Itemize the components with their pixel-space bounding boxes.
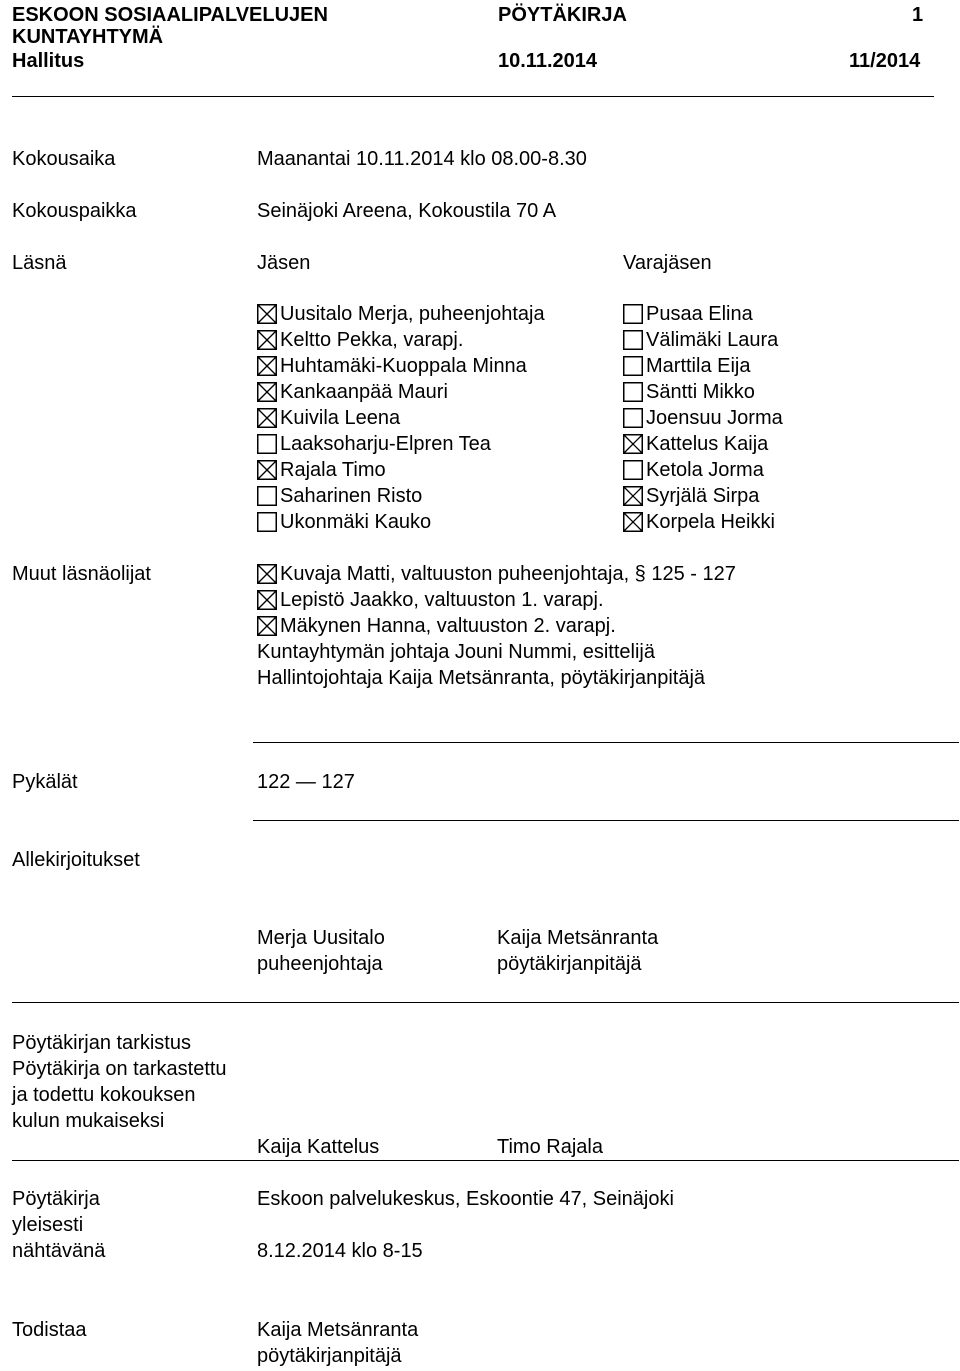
doc-type: PÖYTÄKIRJA [498, 4, 627, 26]
section-divider [12, 1002, 959, 1003]
reviewer1-name: Kaija Kattelus [257, 1136, 380, 1158]
deputy-row [623, 327, 778, 353]
public-label-line: yleisesti [12, 1214, 84, 1236]
public-time: 8.12.2014 klo 8-15 [257, 1240, 423, 1262]
deputy-row-label: Säntti Mikko [646, 381, 755, 403]
checked-checkbox-icon [257, 382, 277, 402]
signatures-label: Allekirjoitukset [12, 849, 140, 871]
member-row [257, 509, 431, 535]
deputy-row-label: Ketola Jorma [646, 459, 764, 481]
checked-checkbox-icon [257, 408, 277, 428]
meeting-date: 10.11.2014 [498, 50, 597, 72]
unchecked-checkbox-icon [257, 512, 277, 532]
review-label-line: Pöytäkirja on tarkastettu [12, 1058, 227, 1080]
member-row [257, 405, 400, 431]
deputy-row [623, 509, 775, 535]
section-divider [253, 820, 959, 821]
other-attendee-row-label: Mäkynen Hanna, valtuuston 2. varapj. [280, 615, 616, 637]
deputy-row [623, 379, 755, 405]
other-attendee-row [257, 561, 736, 587]
member-row-label: Saharinen Risto [280, 485, 423, 507]
checked-checkbox-icon [257, 460, 277, 480]
checked-checkbox-icon [623, 512, 643, 532]
signer1-name: Merja Uusitalo [257, 927, 385, 949]
deputy-row [623, 301, 753, 327]
deputy-row [623, 405, 783, 431]
public-label-line: nähtävänä [12, 1240, 106, 1262]
unchecked-checkbox-icon [623, 304, 643, 324]
deputy-row-label: Korpela Heikki [646, 511, 775, 533]
member-row [257, 431, 491, 457]
meeting-time-label: Kokousaika [12, 148, 116, 170]
review-label-line: Pöytäkirjan tarkistus [12, 1032, 191, 1054]
meeting-place-value: Seinäjoki Areena, Kokoustila 70 A [257, 200, 557, 222]
unchecked-checkbox-icon [623, 408, 643, 428]
org-name-line2: KUNTAYHTYMÄ [12, 26, 164, 48]
certify-name: Kaija Metsänranta [257, 1319, 419, 1341]
checked-checkbox-icon [257, 590, 277, 610]
review-label-line: kulun mukaiseksi [12, 1110, 165, 1132]
certify-role: pöytäkirjanpitäjä [257, 1345, 402, 1367]
deputy-column-header: Varajäsen [623, 252, 712, 274]
deputy-row [623, 353, 750, 379]
checked-checkbox-icon [257, 616, 277, 636]
member-row-label: Keltto Pekka, varapj. [280, 329, 464, 351]
signer1-role: puheenjohtaja [257, 953, 383, 975]
member-row-label: Kankaanpää Mauri [280, 381, 448, 403]
member-row-label: Kuivila Leena [280, 407, 401, 429]
member-row [257, 483, 422, 509]
sections-value: 122 — 127 [257, 771, 355, 793]
deputy-row-label: Joensuu Jorma [646, 407, 783, 429]
public-label-line: Pöytäkirja [12, 1188, 100, 1210]
sections-label: Pykälät [12, 771, 78, 793]
checked-checkbox-icon [257, 330, 277, 350]
others-present-label: Muut läsnäolijat [12, 563, 151, 585]
deputy-row-label: Pusaa Elina [646, 303, 753, 325]
unchecked-checkbox-icon [257, 434, 277, 454]
signer2-role: pöytäkirjanpitäjä [497, 953, 642, 975]
others-plain-line: Hallintojohtaja Kaija Metsänranta, pöytäkirjanpitäjä [257, 667, 706, 689]
deputy-row [623, 457, 764, 483]
member-row-label: Ukonmäki Kauko [280, 511, 432, 533]
section-divider [12, 1160, 959, 1161]
unchecked-checkbox-icon [623, 460, 643, 480]
member-column-header: Jäsen [257, 252, 311, 274]
page-number: 1 [912, 4, 924, 26]
deputy-row-label: Syrjälä Sirpa [646, 485, 760, 507]
doc-number: 11/2014 [849, 50, 921, 72]
other-attendee-row [257, 613, 616, 639]
deputy-row [623, 431, 768, 457]
others-plain-line: Kuntayhtymän johtaja Jouni Nummi, esittelijä [257, 641, 655, 663]
other-attendee-row [257, 587, 604, 613]
unchecked-checkbox-icon [257, 486, 277, 506]
member-row-label: Rajala Timo [280, 459, 386, 481]
checked-checkbox-icon [623, 486, 643, 506]
member-row-label: Laaksoharju-Elpren Tea [280, 433, 491, 455]
deputy-row-label: Kattelus Kaija [646, 433, 769, 455]
member-row-label: Huhtamäki-Kuoppala Minna [280, 355, 527, 377]
other-attendee-row-label: Kuvaja Matti, valtuuston puheenjohtaja, § 125 - 127 [280, 563, 736, 585]
unchecked-checkbox-icon [623, 382, 643, 402]
unchecked-checkbox-icon [623, 330, 643, 350]
deputy-row [623, 483, 759, 509]
meeting-time-value: Maanantai 10.11.2014 klo 08.00-8.30 [257, 148, 587, 170]
unchecked-checkbox-icon [623, 356, 643, 376]
member-row-label: Uusitalo Merja, puheenjohtaja [280, 303, 545, 325]
checked-checkbox-icon [623, 434, 643, 454]
header-divider [12, 96, 934, 97]
other-attendee-row-label: Lepistö Jaakko, valtuuston 1. varapj. [280, 589, 604, 611]
checked-checkbox-icon [257, 304, 277, 324]
review-label-line: ja todettu kokouksen [12, 1084, 196, 1106]
public-place: Eskoon palvelukeskus, Eskoontie 47, Seinäjoki [257, 1188, 674, 1210]
meeting-body: Hallitus [12, 50, 85, 72]
meeting-place-label: Kokouspaikka [12, 200, 137, 222]
member-row [257, 327, 463, 353]
member-row [257, 379, 448, 405]
deputy-row-label: Välimäki Laura [646, 329, 779, 351]
checked-checkbox-icon [257, 564, 277, 584]
checked-checkbox-icon [257, 356, 277, 376]
deputy-row-label: Marttila Eija [646, 355, 751, 377]
org-name-line1: ESKOON SOSIAALIPALVELUJEN [12, 4, 328, 26]
member-row [257, 301, 545, 327]
attendance-label: Läsnä [12, 252, 67, 274]
section-divider [253, 742, 959, 743]
member-row [257, 457, 386, 483]
signer2-name: Kaija Metsänranta [497, 927, 659, 949]
reviewer2-name: Timo Rajala [497, 1136, 603, 1158]
member-row [257, 353, 527, 379]
certify-label: Todistaa [12, 1319, 87, 1341]
